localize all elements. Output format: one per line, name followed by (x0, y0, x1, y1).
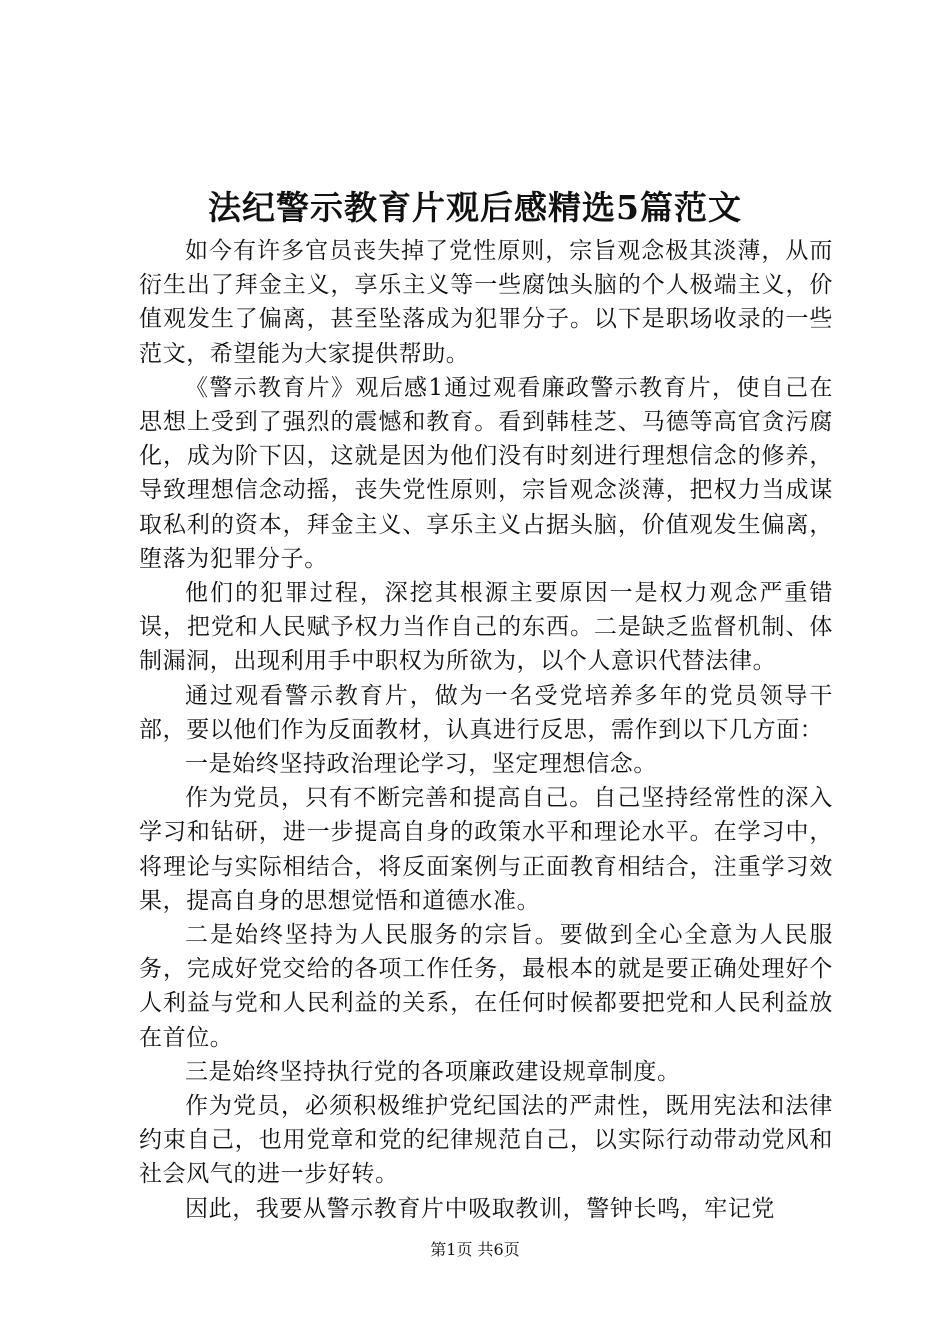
document-title: 法纪警示教育片观后感精选5篇范文 (208, 188, 742, 227)
document-body (139, 234, 833, 1226)
paragraph: 他们的犯罪过程，深挖其根源主要原因一是权力观念严重错误，把党和人民赋予权力当作自己的东西。二是缺乏监督机制、体制漏洞，出现利用手中职权为所欲为，以个人意识代替法律。 (139, 580, 833, 675)
paragraph: 通过观看警示教育片，做为一名受党培养多年的党员领导干部，要以他们作为反面教材，认真进行反思，需作到以下几方面： (139, 682, 833, 743)
paragraph: 如今有许多官员丧失掉了党性原则，宗旨观念极其淡薄，从而衍生出了拜金主义，享乐主义等一些腐蚀头脑的个人极端主义，价值观发生了偏离，甚至坠落成为犯罪分子。以下是职场收录的一些范文，希望能为大家提供帮助。 (139, 238, 833, 367)
paragraph: 作为党员，必须积极维护党纪国法的严肃性，既用宪法和法律约束自己，也用党章和党的纪律规范自己，以实际行动带动党风和社会风气的进一步好转。 (139, 1093, 833, 1188)
page-footer: 第1页 共6页 (430, 1240, 520, 1259)
paragraph: 《警示教育片》观后感1通过观看廉政警示教育片，使自己在思想上受到了强烈的震憾和教育。看到韩桂芝、马德等高官贪污腐化，成为阶下囚，这就是因为他们没有时刻进行理想信念的修养，导致理想信念动摇，丧失党性原则，宗旨观念淡薄，把权力当成谋取私利的资本，拜金主义、享乐主义占据头脑，价值观发生偏离，堕落为犯罪分子。 (139, 374, 833, 572)
paragraph: 二是始终坚持为人民服务的宗旨。要做到全心全意为人民服务，完成好党交给的各项工作任务，最根本的就是要正确处理好个人利益与党和人民利益的关系，在任何时候都要把党和人民利益放在首位。 (139, 922, 833, 1051)
paragraph: 三是始终坚持执行党的各项廉政建设规章制度。 (185, 1058, 681, 1085)
paragraph: 因此，我要从警示教育片中吸取教训，警钟长鸣，牢记党 (185, 1195, 775, 1222)
paragraph: 一是始终坚持政治理论学习，坚定理想信念。 (185, 751, 657, 778)
paragraph: 作为党员，只有不断完善和提高自己。自己坚持经常性的深入学习和钻研，进一步提高自身的政策水平和理论水平。在学习中，将理论与实际相结合，将反面案例与正面教育相结合，注重学习效果，提高自身的思想觉悟和道德水准。 (139, 785, 833, 914)
